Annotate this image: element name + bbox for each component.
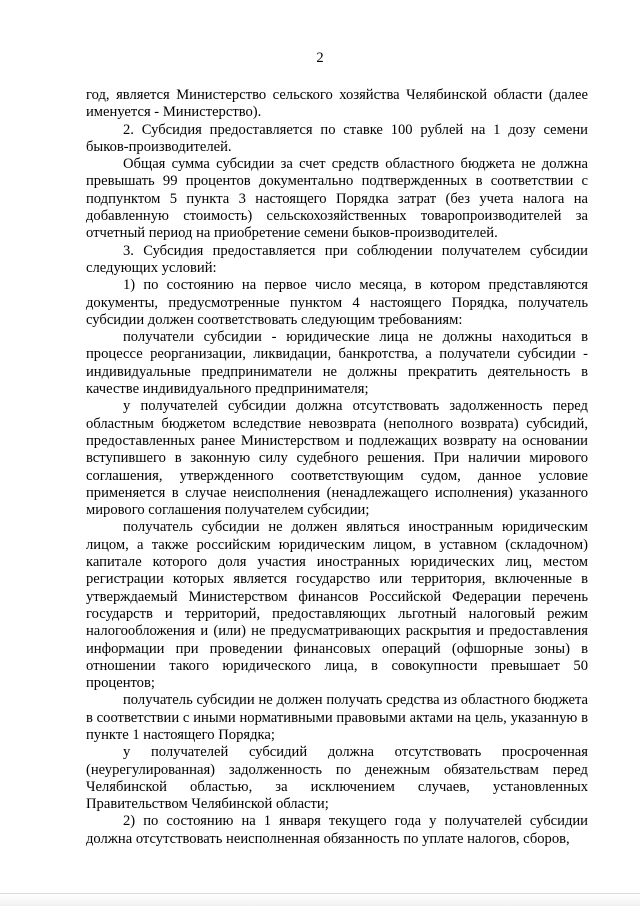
paragraph-continuation: год, является Министерство сельского хозяйства Челябинской области (далее именуется - Министерство).	[86, 87, 588, 121]
paragraph-subitem-1: 1) по состоянию на первое число месяца, в котором представляются документы, предусмотренные пунктом 4 настоящего Порядка, получатель субсидии должен соответствовать следующим требованиям:	[86, 277, 588, 328]
scan-bottom-edge	[0, 893, 640, 906]
paragraph-total-amount: Общая сумма субсидии за счет средств областного бюджета не должна превышать 99 процентов документально подтвержденных в соответствии с подпунктом 5 пункта 3 настоящего Порядка затрат (без учета налога на добавленную стоимость) сельскохозяйственных товаропроизводителей за отчетный период на приобретение семени быков-производителей.	[86, 156, 588, 242]
paragraph-subitem-2: 2) по состоянию на 1 января текущего года у получателей субсидии должна отсутствовать неисполненная обязанность по уплате налогов, сборов,	[86, 813, 588, 847]
paragraph-overdue-debt: у получателей субсидий должна отсутствовать просроченная (неурегулированная) задолженность по денежным обязательствам перед Челябинской областью, за исключением случаев, установленных Правительством Челябинской области;	[86, 744, 588, 813]
paragraph-foreign-entity: получатель субсидии не должен являться иностранным юридическим лицом, а также российским юридическим лицом, в уставном (складочном) капитале которого доля участия иностранных юридических лиц, местом регистрации которых является государство или территория, включенные в утверждаемый Министерством финансов Российской Федерации перечень государств и территорий, предоставляющих льготный налоговый режим налогообложения и (или) не предусматривающих раскрытия и предоставления информации при проведении финансовых операций (офшорные зоны) в отношении такого юридического лица, в совокупности превышает 50 процентов;	[86, 519, 588, 692]
paragraph-debt-regional-budget: у получателей субсидии должна отсутствовать задолженность перед областным бюджетом вследствие невозврата (неполного возврата) субсидий, предоставленных ранее Министерством и подлежащих возврату на основании вступившего в законную силу судебного решения. При наличии мирового соглашения, утвержденного соответствующим судом, данное условие применяется в случае неисполнения (ненадлежащего исполнения) указанного мирового соглашения получателем субсидии;	[86, 398, 588, 519]
page-number: 2	[316, 50, 324, 66]
paragraph-item-3-conditions: 3. Субсидия предоставляется при соблюдении получателем субсидии следующих условий:	[86, 242, 588, 276]
paragraph-item-2-rate: 2. Субсидия предоставляется по ставке 100 рублей на 1 дозу семени быков-производителей.	[86, 121, 588, 155]
paragraph-reorganization: получатели субсидии - юридические лица не должны находиться в процессе реорганизации, ликвидации, банкротства, а получатели субсидии - индивидуальные предприниматели не должны прекратить деятельность в качестве индивидуального предпринимателя;	[86, 329, 588, 398]
document-body	[86, 87, 588, 848]
paragraph-other-acts: получатель субсидии не должен получать средства из областного бюджета в соответствии с иными нормативными правовыми актами на цель, указанную в пункте 1 настоящего Порядка;	[86, 692, 588, 743]
